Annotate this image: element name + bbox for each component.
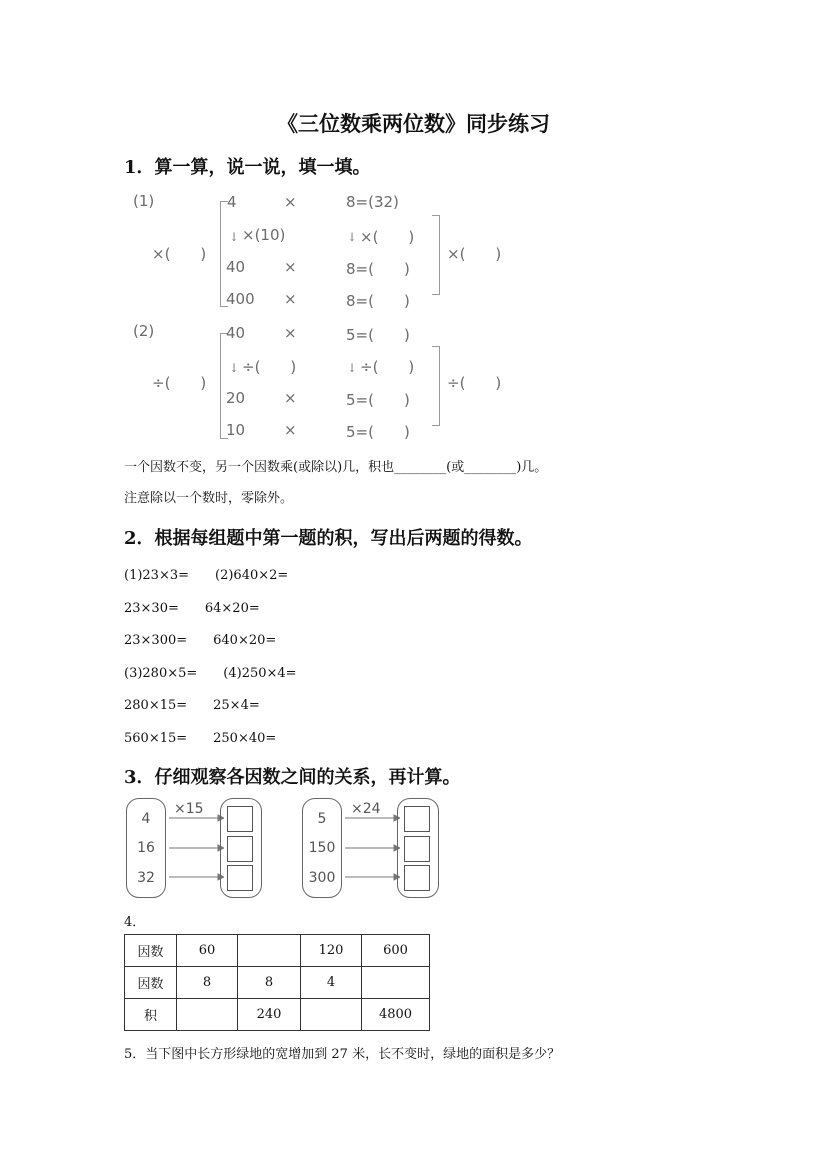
q1-part2-row2-left: ÷( ) bbox=[242, 358, 297, 376]
q1-part1-row4-left: 400 bbox=[226, 290, 255, 308]
table-cell[interactable] bbox=[362, 967, 430, 999]
q1-part2-row4-right: 5=( ) bbox=[346, 423, 410, 441]
q2-line: 560×15= 250×40= bbox=[124, 731, 277, 746]
q1-part2-row3-right: 5=( ) bbox=[346, 391, 410, 409]
q3-right-answer-square[interactable] bbox=[404, 836, 430, 862]
table-cell: 4800 bbox=[362, 999, 430, 1031]
q1-part2-row4-op: × bbox=[284, 421, 297, 439]
q1-part2-outer-left: ÷( ) bbox=[152, 374, 207, 392]
q1-part1-row4-op: × bbox=[284, 290, 297, 308]
q2-line: (1)23×3= (2)640×2= bbox=[124, 568, 289, 583]
q1-part2-row3-op: × bbox=[284, 389, 297, 407]
table-cell[interactable] bbox=[177, 999, 238, 1031]
q3-right-num: 300 bbox=[308, 870, 336, 886]
q1-part1-right-bracket bbox=[432, 215, 440, 295]
q3-right-num: 5 bbox=[317, 811, 327, 827]
q3-left-num: 4 bbox=[141, 811, 151, 827]
q3-right-answer-square[interactable] bbox=[404, 806, 430, 832]
table-row bbox=[125, 999, 430, 1031]
q1-part2-row3-left: 20 bbox=[226, 389, 246, 407]
q1-part1-row3-right: 8=( ) bbox=[346, 260, 410, 278]
q3-left-multiplier: ×15 bbox=[174, 801, 204, 817]
q2-line: 23×300= 640×20= bbox=[124, 633, 277, 648]
q1-part2-row1-left: 40 bbox=[226, 324, 246, 342]
q1-part1-row2-right: ×( ) bbox=[360, 228, 415, 246]
q4-label: 4． bbox=[124, 915, 146, 930]
q3-left-num: 16 bbox=[137, 840, 155, 856]
q1-rule: 一个因数不变，另一个因数乘(或除以)几，积也________(或________)几。 bbox=[124, 460, 548, 475]
q1-part1-row1-right: 8=(32) bbox=[346, 193, 399, 211]
q1-part1-outer-left: ×( ) bbox=[152, 245, 207, 263]
table-cell: 因数 bbox=[125, 935, 177, 967]
q1-part2-row2-right: ÷( ) bbox=[360, 358, 415, 376]
table-row bbox=[125, 935, 430, 967]
q1-part1-row1-left: 4 bbox=[227, 193, 237, 211]
table-cell[interactable] bbox=[238, 935, 301, 967]
q2-heading: 2．根据每组题中第一题的积，写出后两题的得数。 bbox=[124, 528, 533, 549]
table-cell: 60 bbox=[177, 935, 238, 967]
q1-part1-row4-right: 8=( ) bbox=[346, 292, 410, 310]
down-arrow-icon: ↓ bbox=[347, 361, 358, 375]
down-arrow-icon: ↓ bbox=[229, 230, 240, 244]
table-cell: 因数 bbox=[125, 967, 177, 999]
table-cell: 4 bbox=[301, 967, 362, 999]
q3-right-arrows bbox=[342, 812, 400, 888]
down-arrow-icon: ↓ bbox=[229, 361, 240, 375]
table-cell: 8 bbox=[238, 967, 301, 999]
q1-part1-outer-right: ×( ) bbox=[447, 245, 502, 263]
table-cell[interactable] bbox=[301, 999, 362, 1031]
q1-note: 注意除以一个数时，零除外。 bbox=[124, 491, 294, 506]
q3-left-answer-square[interactable] bbox=[227, 836, 253, 862]
q1-part2-row1-right: 5=( ) bbox=[346, 326, 410, 344]
q2-line: (3)280×5= (4)250×4= bbox=[124, 666, 297, 681]
q3-heading: 3．仔细观察各因数之间的关系，再计算。 bbox=[124, 767, 461, 788]
q4-table bbox=[124, 934, 430, 1031]
q1-part2-label: (2) bbox=[133, 322, 155, 340]
table-cell: 600 bbox=[362, 935, 430, 967]
q3-right-num: 150 bbox=[308, 840, 336, 856]
q1-heading: 1．算一算，说一说，填一填。 bbox=[124, 157, 371, 178]
q3-left-answer-square[interactable] bbox=[227, 806, 253, 832]
down-arrow-icon: ↓ bbox=[347, 230, 358, 244]
table-row bbox=[125, 967, 430, 999]
q1-part1-label: (1) bbox=[133, 192, 155, 210]
q2-line: 23×30= 64×20= bbox=[124, 601, 260, 616]
q3-left-arrows bbox=[166, 812, 224, 888]
table-cell: 240 bbox=[238, 999, 301, 1031]
q1-part1-row1-op: × bbox=[284, 193, 297, 211]
q3-right-multiplier: ×24 bbox=[351, 801, 381, 817]
q3-left-answer-square[interactable] bbox=[227, 865, 253, 891]
q5-text: 5．当下图中长方形绿地的宽增加到 27 米，长不变时，绿地的面积是多少？ bbox=[124, 1047, 561, 1062]
q1-part2-row1-op: × bbox=[284, 324, 297, 342]
q1-part1-row3-left: 40 bbox=[226, 258, 246, 276]
q1-part2-right-bracket bbox=[432, 346, 440, 426]
table-cell: 8 bbox=[177, 967, 238, 999]
q1-part2-outer-right: ÷( ) bbox=[447, 374, 502, 392]
page-title: 《三位数乘两位数》同步练习 bbox=[277, 111, 550, 136]
q1-part1-row3-op: × bbox=[284, 258, 297, 276]
q3-right-answer-square[interactable] bbox=[404, 865, 430, 891]
table-cell: 120 bbox=[301, 935, 362, 967]
q3-left-num: 32 bbox=[137, 870, 155, 886]
q1-part2-row4-left: 10 bbox=[226, 421, 246, 439]
q2-line: 280×15= 25×4= bbox=[124, 698, 260, 713]
q1-part1-row2-left: ×(10) bbox=[242, 226, 286, 244]
table-cell: 积 bbox=[125, 999, 177, 1031]
